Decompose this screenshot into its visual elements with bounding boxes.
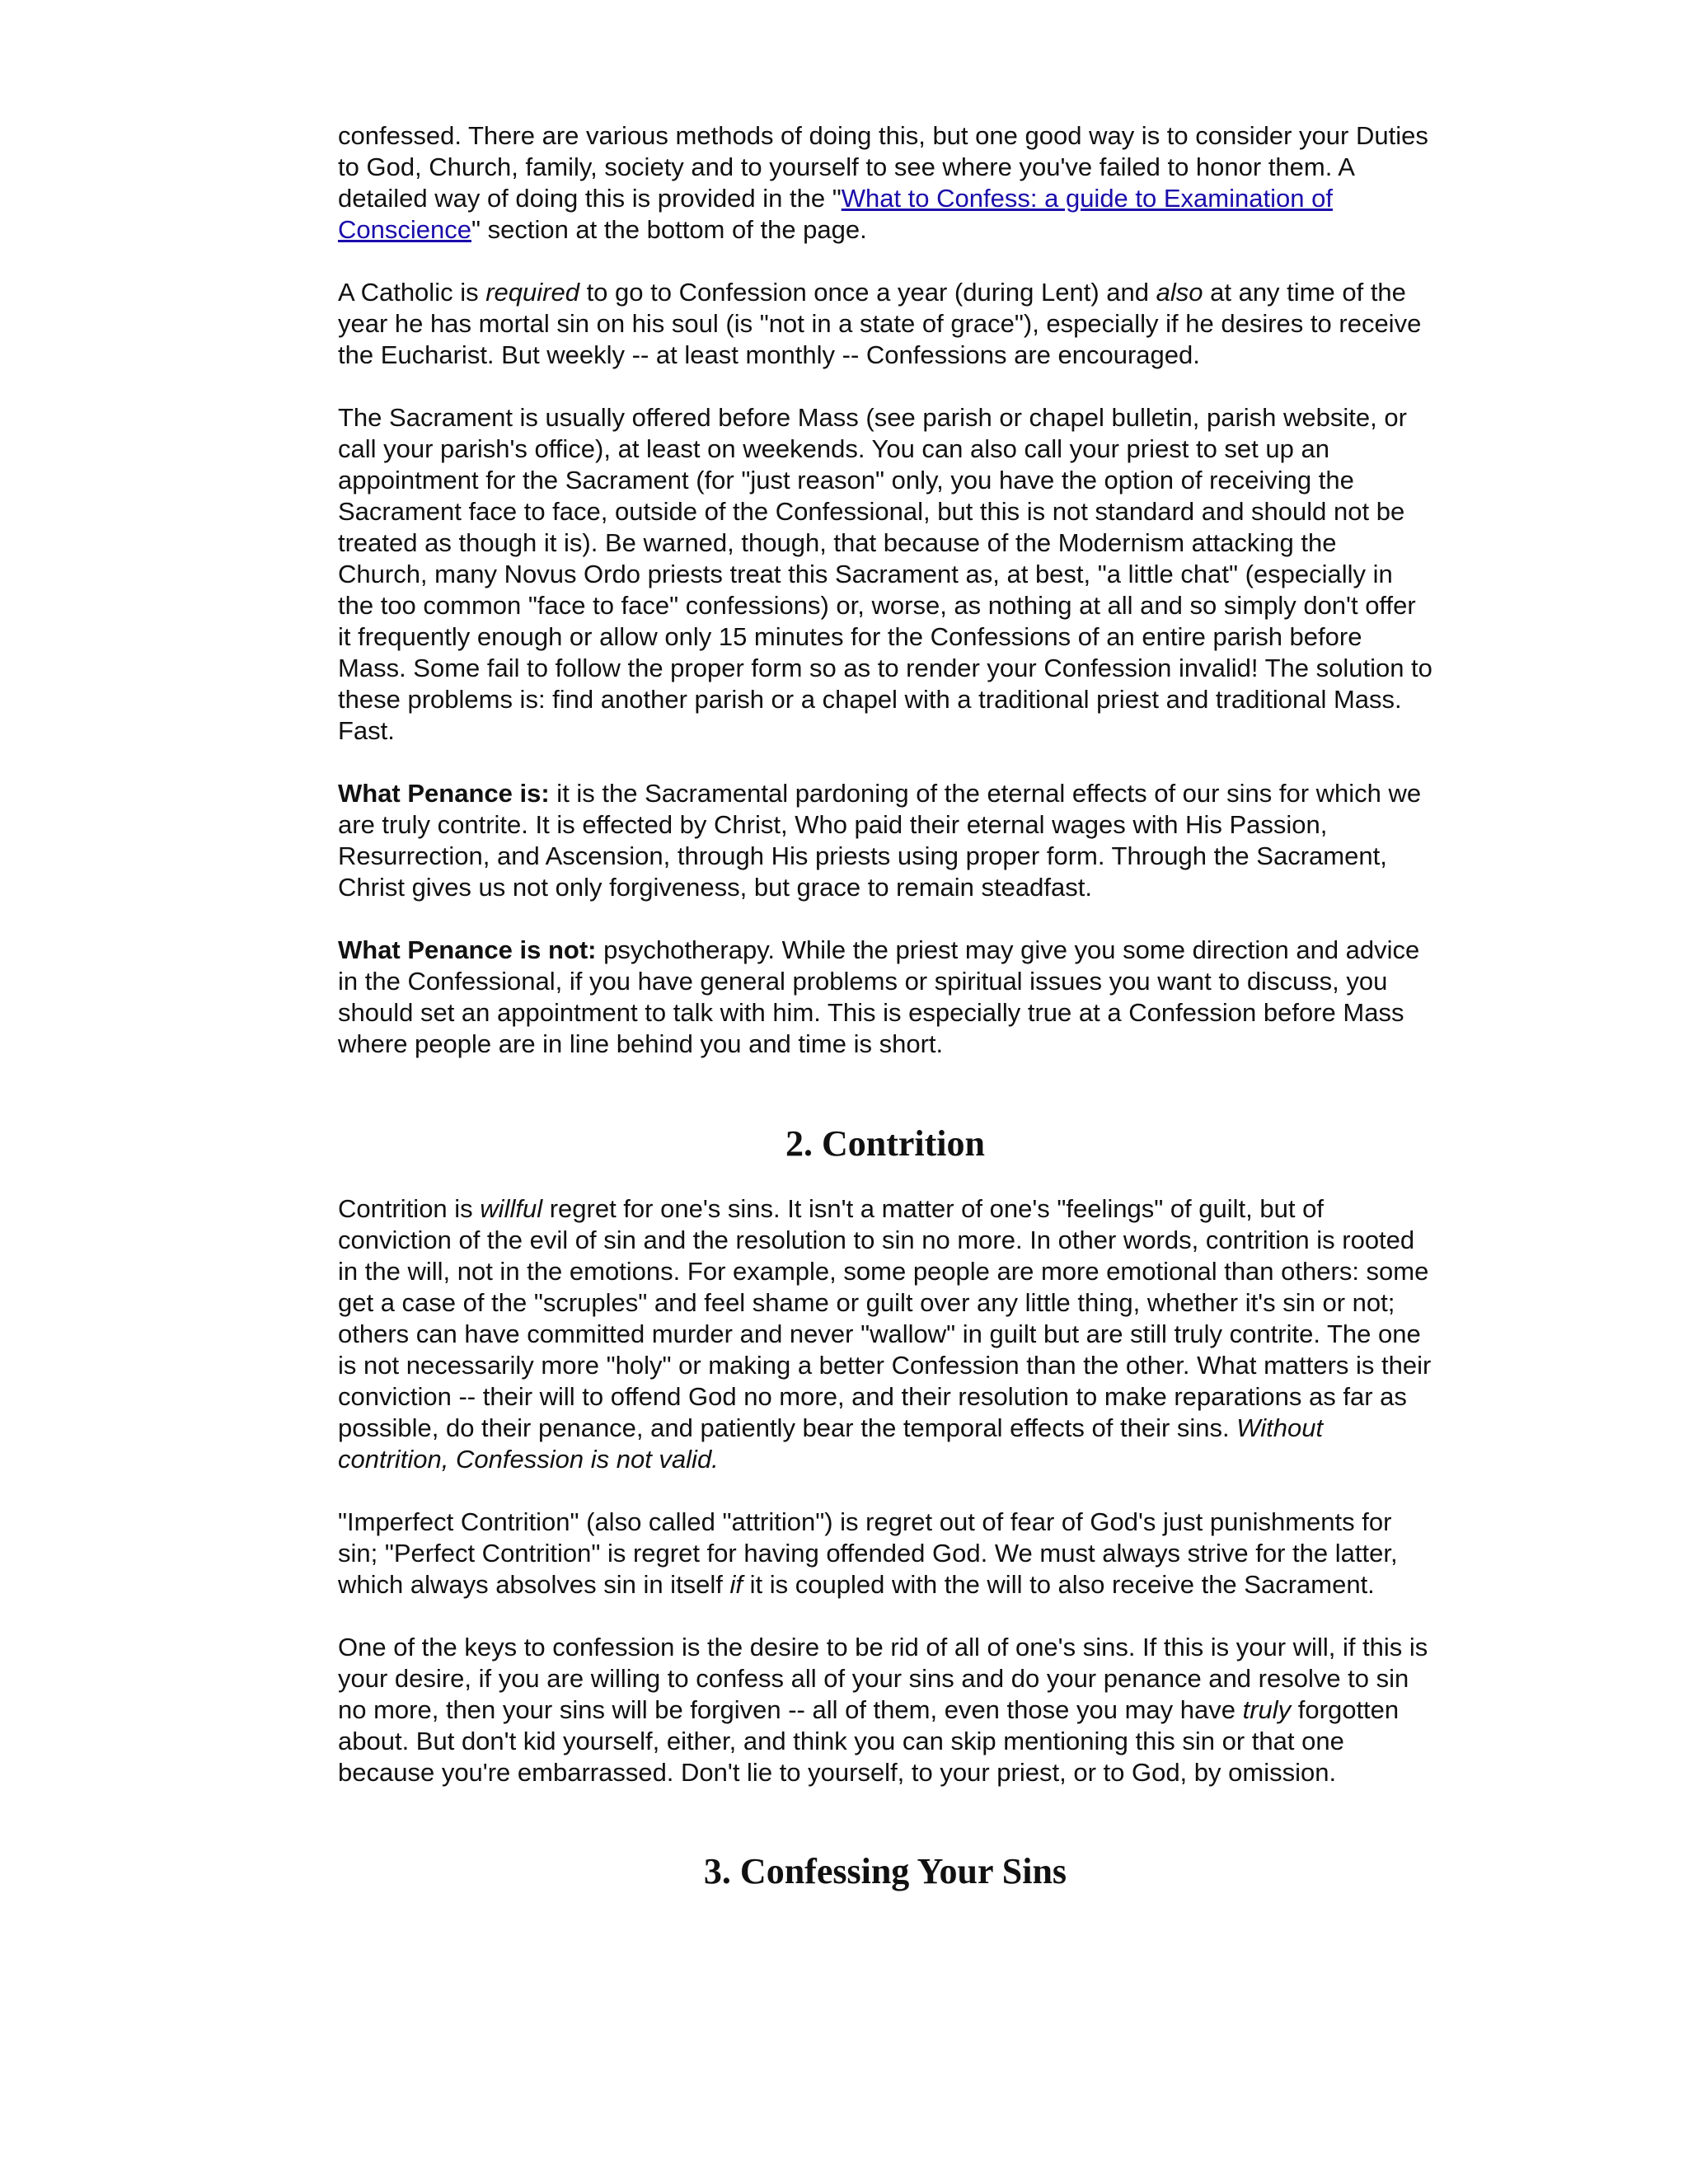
text: it is coupled with the will to also receive the Sacrament.	[743, 1570, 1375, 1599]
document-page	[338, 120, 1432, 1893]
paragraph-what-penance-is-not	[338, 935, 1432, 1060]
text: A Catholic is	[338, 278, 486, 307]
examination-of-conscience-link[interactable]: What to Confess: a guide to Examination of Conscience	[338, 184, 1333, 244]
text: regret for one's sins. It isn't a matter of one's "feelings" of guilt, but of conviction of the evil of sin and the resolution to sin no more. In other words, contrition is rooted in the will, not in the emotions. For example, some people are more emotional than others: some get a case of the "scruples" and feel shame or guilt over any little thing, whether it's sin or not; others can have committed murder and never "wallow" in guilt but are still truly contrite. The one is not necessarily more "holy" or making a better Confession than the other. What matters is their conviction -- their will to offend God no more, and their resolution to make reparations as far as possible, do their penance, and patiently bear the temporal effects of their sins.	[338, 1194, 1432, 1442]
paragraph-keys-to-confession	[338, 1632, 1432, 1788]
text: forgotten about. But don't kid yourself, either, and think you can skip mentioning this sin or that one because you're embarrassed. Don't lie to yourself, to your priest, or to God, by omission.	[338, 1695, 1400, 1787]
paragraph-examination-intro	[338, 120, 1432, 246]
text: it is the Sacramental pardoning of the eternal effects of our sins for which we are truly contrite. It is effected by Christ, Who paid their eternal wages with His Passion, Resurrection, and Ascension, through His priests using proper form. Through the Sacrament, Christ gives us not only forgiveness, but grace to remain steadfast.	[338, 779, 1422, 902]
text: to go to Confession once a year (during Lent) and	[579, 278, 1156, 307]
emphasis-also: also	[1156, 278, 1203, 307]
emphasis-required: required	[485, 278, 579, 307]
emphasis-if: if	[729, 1570, 743, 1599]
text: at any time of the year he has mortal sin on his soul (is "not in a state of grace"), especially if he desires to receive the Eucharist. But weekly -- at least monthly -- Confessions are encouraged.	[338, 278, 1422, 369]
paragraph-confession-requirement	[338, 277, 1432, 371]
text: " section at the bottom of the page.	[471, 215, 867, 244]
emphasis-willful: willful	[480, 1194, 543, 1223]
emphasis-truly: truly	[1242, 1695, 1292, 1724]
text: One of the keys to confession is the desire to be rid of all of one's sins. If this is your will, if this is your desire, if you are willing to confess all of your sins and do your penance and resolve to sin no more, then your sins will be forgiven -- all of them, even those you may have	[338, 1633, 1428, 1724]
paragraph-sacrament-availability: The Sacrament is usually offered before Mass (see parish or chapel bulletin, parish website, or call your parish's office), at least on weekends. You can also call your priest to set up an appointment for the Sacrament (for "just reason" only, you have the option of receiving the Sacrament face to face, outside of the Confessional, but this is not standard and should not be treated as though it is). Be warned, though, that because of the Modernism attacking the Church, many Novus Ordo priests treat this Sacrament as, at best, "a little chat" (especially in the too common "face to face" confessions) or, worse, as nothing at all and so simply don't offer it frequently enough or allow only 15 minutes for the Confessions of an entire parish before Mass. Some fail to follow the proper form so as to render your Confession invalid! The solution to these problems is: find another parish or a chapel with a traditional priest and traditional Mass. Fast.	[338, 403, 1432, 745]
text: "Imperfect Contrition" (also called "attrition") is regret out of fear of God's just punishments for sin; "Perfect Contrition" is regret for having offended God. We must always strive for the latter, which always absolves sin in itself	[338, 1507, 1398, 1599]
heading-contrition: 2. Contrition	[785, 1123, 985, 1164]
emphasis-without-contrition: Without contrition, Confession is not valid.	[338, 1413, 1324, 1474]
paragraph-contrition-definition	[338, 1193, 1432, 1475]
definition-label: What Penance is not:	[338, 935, 597, 964]
paragraph-what-penance-is	[338, 778, 1432, 903]
text: Contrition is	[338, 1194, 481, 1223]
paragraph-imperfect-contrition	[338, 1507, 1432, 1601]
text: psychotherapy. While the priest may give you some direction and advice in the Confessional, if you have general problems or spiritual issues you want to discuss, you should set an appointment to talk with him. This is especially true at a Confession before Mass where people are in line behind you and time is short.	[338, 935, 1420, 1058]
definition-label: What Penance is:	[338, 779, 550, 808]
heading-confessing-your-sins: 3. Confessing Your Sins	[703, 1851, 1067, 1891]
text: confessed. There are various methods of doing this, but one good way is to consider your Duties to God, Church, family, society and to yourself to see where you've failed to honor them. A detailed way of doing this is provided in the "	[338, 121, 1428, 213]
